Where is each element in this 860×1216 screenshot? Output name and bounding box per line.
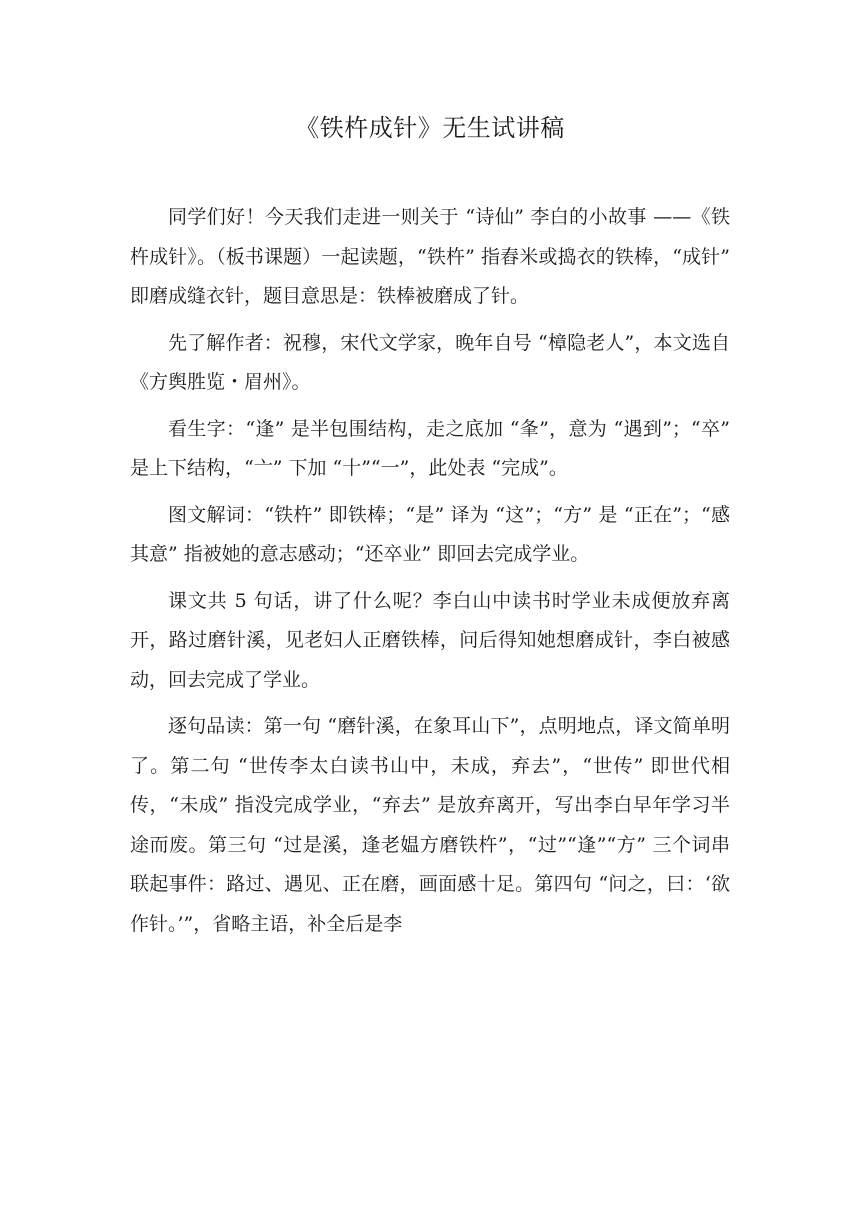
paragraph-greeting: 同学们好！今天我们走进一则关于 “诗仙” 李白的小故事 ——《铁杵成针》。（板书课题）一起读题，“铁杵” 指舂米或捣衣的铁棒，“成针” 即磨成缝衣针，题目意思是：铁棒被磨成了针。 — [130, 206, 730, 307]
paragraph-sentence-reading: 逐句品读：第一句 “磨针溪，在象耳山下”，点明地点，译文简单明了。第二句 “世传李太白读书山中，未成，弃去”，“世传” 即世代相传，“未成” 指没完成学业，“弃去” 是放弃离开，写出李白早年学习半途而废。第三句 “过是溪，逢老媪方磨铁杵”，“过”“逢”“方” 三个词串联起事件：路过、遇见、正在磨，画面感十足。第四句 “问之，曰：‘欲作针。’”，省略主语，补全后是李 — [130, 715, 730, 935]
paragraph-new-characters: 看生字：“逢” 是半包围结构，走之底加 “夆”，意为 “遇到”；“卒” 是上下结构，“亠” 下加 “十”“一”，此处表 “完成”。 — [130, 417, 730, 479]
paragraph-author: 先了解作者：祝穆，宋代文学家，晚年自号 “樟隐老人”，本文选自《方舆胜览・眉州》。 — [130, 331, 730, 393]
paragraph-word-explanation: 图文解词：“铁杵” 即铁棒；“是” 译为 “这”；“方” 是 “正在”；“感其意” 指被她的意志感动；“还卒业” 即回去完成学业。 — [130, 503, 730, 565]
document-title: 《铁杵成针》无生试讲稿 — [295, 114, 565, 142]
document-body — [130, 198, 730, 951]
paragraph-summary: 课文共 5 句话，讲了什么呢？李白山中读书时学业未成便放弃离开，路过磨针溪，见老妇人正磨铁棒，问后得知她想磨成针，李白被感动，回去完成了学业。 — [130, 589, 730, 691]
